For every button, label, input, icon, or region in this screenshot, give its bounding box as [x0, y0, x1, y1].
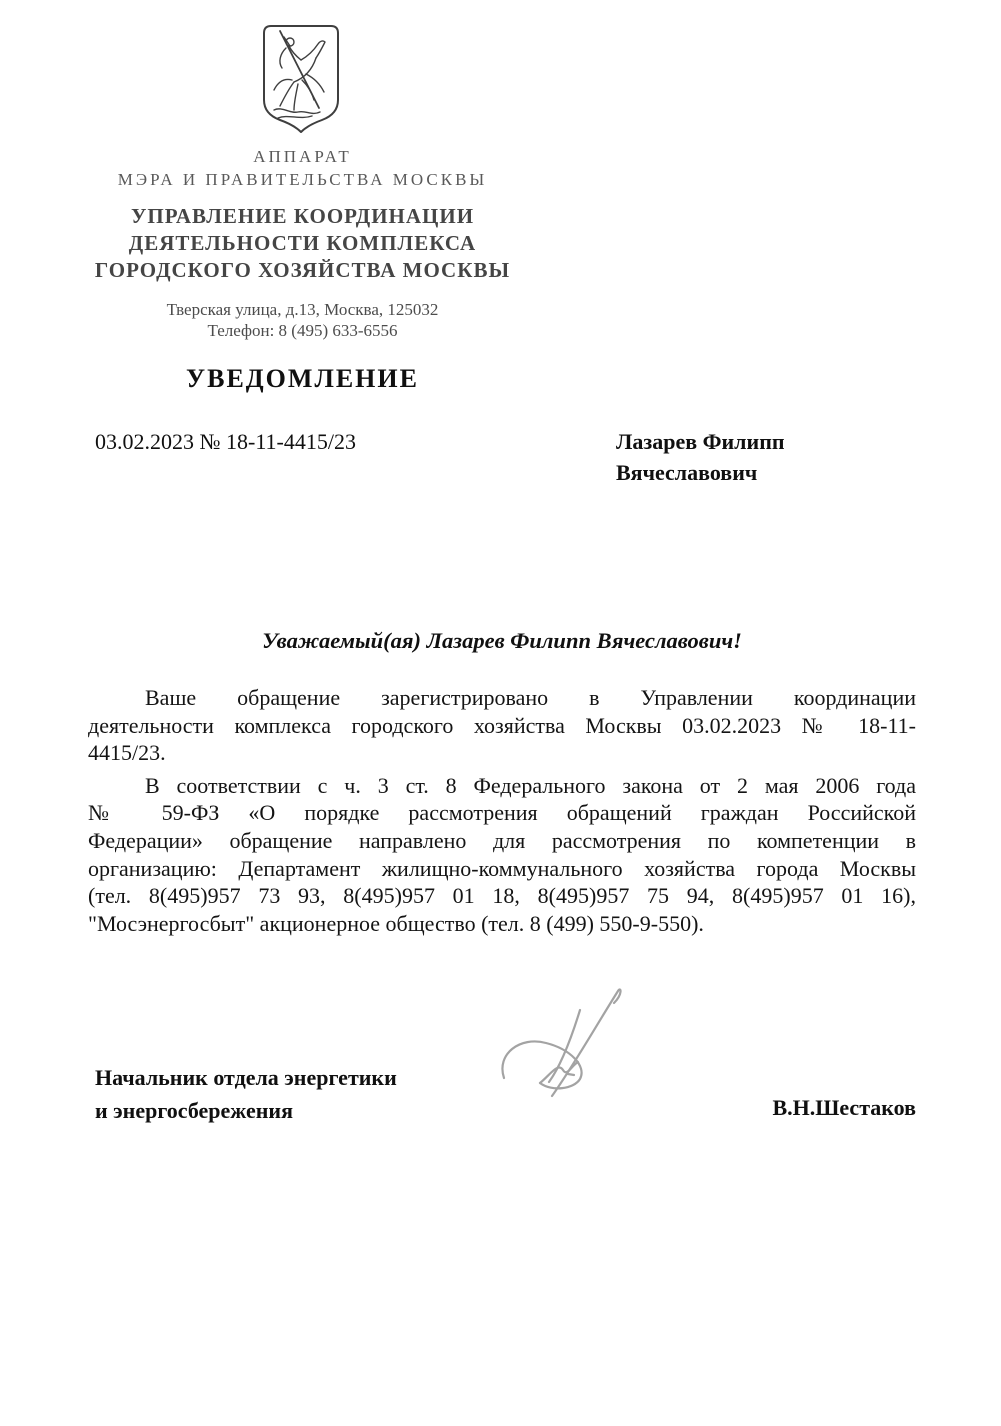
letterhead-contacts [0, 299, 605, 341]
signer-position-line2: и энергосбережения [95, 1098, 293, 1123]
body-line: деятельности комплекса городского хозяйства Москвы 03.02.2023 № 18-11- [88, 712, 916, 738]
body-line: Федерации» обращение направлено для рассмотрения по компетенции в [88, 827, 916, 853]
addressee-name [616, 426, 946, 488]
parent-org-line2: МЭРА И ПРАВИТЕЛЬСТВА МОСКВЫ [117, 170, 488, 189]
body-paragraph [88, 772, 916, 938]
signer-name: В.Н.Шестаков [772, 1095, 916, 1120]
addressee-line2: Вячеславович [616, 460, 758, 485]
letter-body [88, 684, 916, 937]
body-line: организацию: Департамент жилищно-коммунального хозяйства города Москвы [88, 855, 916, 881]
signer-position-line1: Начальник отдела энергетики [95, 1065, 397, 1090]
moscow-coat-of-arms-icon [256, 22, 346, 134]
document-date-number: 03.02.2023 № 18-11-4415/23 [95, 429, 356, 454]
body-line: № 59-ФЗ «О порядке рассмотрения обращений граждан Российской [88, 800, 916, 826]
letterhead-phone: Телефон: 8 (495) 633-6556 [207, 321, 398, 340]
salutation: Уважаемый(ая) Лазарев Филипп Вячеславович! [262, 628, 742, 653]
parent-org-name [0, 145, 605, 191]
addressee-line1: Лазарев Филипп [616, 429, 785, 454]
body-line: 4415/23. [88, 740, 166, 766]
department-name-line1: УПРАВЛЕНИЕ КООРДИНАЦИИ [130, 204, 475, 228]
body-line: "Мосэнергосбыт" акционерное общество (тел. 8 (499) 550-9-550). [88, 910, 704, 936]
department-name-line2: ДЕЯТЕЛЬНОСТИ КОМПЛЕКСА [128, 231, 477, 255]
department-name [0, 203, 605, 284]
body-line: (тел. 8(495)957 73 93, 8(495)957 01 18, 8(495)957 75 94, 8(495)957 01 16), [88, 883, 916, 909]
document-title: УВЕДОМЛЕНИЕ [186, 364, 419, 393]
handwritten-signature-icon [492, 982, 632, 1100]
body-line: Ваше обращение зарегистрировано в Управлении координации [145, 685, 916, 710]
body-paragraph [88, 684, 916, 767]
department-name-line3: ГОРОДСКОГО ХОЗЯЙСТВА МОСКВЫ [94, 258, 511, 282]
body-line: В соответствии с ч. 3 ст. 8 Федерального закона от 2 мая 2006 года [145, 772, 916, 798]
parent-org-line1: АППАРАТ [253, 147, 352, 166]
letterhead-address: Тверская улица, д.13, Москва, 125032 [166, 300, 439, 319]
